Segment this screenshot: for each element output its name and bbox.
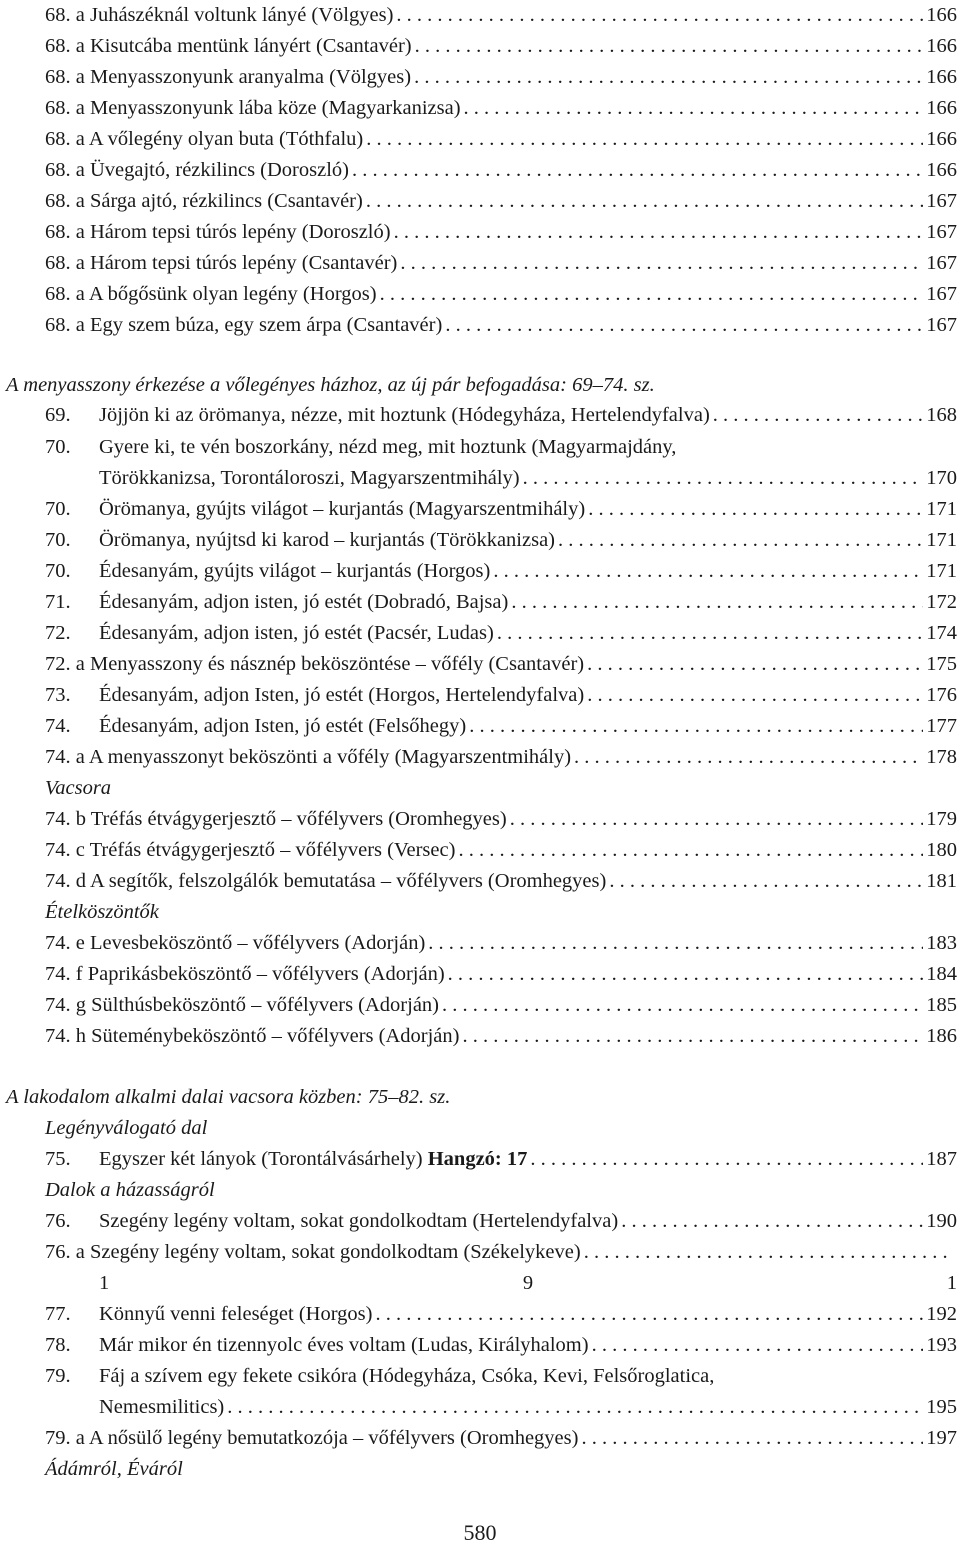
toc-entry <box>45 649 957 679</box>
entry-page: 183 <box>926 932 957 954</box>
entry-title: a Kisutcába mentünk lányért (Csantavér) <box>75 35 412 57</box>
entry-page: 174 <box>926 622 957 644</box>
dot-leader <box>400 248 923 278</box>
entry-page: 195 <box>926 1396 957 1418</box>
toc-entry <box>45 155 957 185</box>
dot-leader <box>588 494 923 524</box>
entry-page: 181 <box>926 870 957 892</box>
entry-number: 76. <box>45 1210 71 1232</box>
entry-page: 170 <box>926 467 957 489</box>
entry-page: 180 <box>926 839 957 861</box>
entry-title: Már mikor én tizennyolc éves voltam (Ludas, Királyhalom) <box>99 1334 589 1356</box>
toc-entry-line1 <box>45 1361 957 1391</box>
entry-page: 197 <box>926 1427 957 1449</box>
entry-title: b Tréfás étvágygerjesztő – vőfélyvers (Oromhegyes) <box>75 808 507 830</box>
toc-entry <box>45 217 957 247</box>
dot-leader <box>584 1237 954 1267</box>
entry-title: a A vőlegény olyan buta (Tóthfalu) <box>75 128 364 150</box>
dot-leader <box>587 680 923 710</box>
entry-number: 68. <box>45 4 71 26</box>
entry-number: 74. <box>45 839 71 861</box>
toc-entry <box>99 1392 957 1422</box>
entry-number: 71. <box>45 591 71 613</box>
dot-leader <box>394 217 924 247</box>
toc-entry <box>45 1299 957 1329</box>
entry-title: Édesanyám, adjon isten, jó estét (Pacsér, Ludas) <box>99 622 494 644</box>
toc-entry <box>45 1330 957 1360</box>
toc-entry <box>45 525 957 555</box>
entry-title: a Juhászéknál voltunk lányé (Völgyes) <box>75 4 394 26</box>
entry-title: Könnyű venni feleséget (Horgos) <box>99 1303 373 1325</box>
entry-title: Fáj a szívem egy fekete csikóra (Hódegyháza, Csóka, Kevi, Felsőroglatica, <box>99 1365 715 1387</box>
entry-title: g Sülthúsbeköszöntő – vőfélyvers (Adorján) <box>75 994 439 1016</box>
entry-page: 175 <box>926 653 957 675</box>
entry-number: 68. <box>45 159 71 181</box>
entry-page: 167 <box>926 314 957 336</box>
entry-title: a Üvegajtó, rézkilincs (Doroszló) <box>75 159 349 181</box>
page-number: 580 <box>463 1520 497 1545</box>
dot-leader <box>558 525 923 555</box>
toc-entry <box>45 711 957 741</box>
entry-title: a Három tepsi túrós lepény (Doroszló) <box>75 221 391 243</box>
entry-number: 74. <box>45 994 71 1016</box>
entry-title: a A bőgősünk olyan legény (Horgos) <box>75 283 377 305</box>
entry-number: 68. <box>45 97 71 119</box>
toc-entry <box>45 928 957 958</box>
entry-title: a A menyasszonyt beköszönti a vőfély (Magyarszentmihály) <box>75 746 572 768</box>
entry-page: 166 <box>926 97 957 119</box>
entry-page: 166 <box>926 159 957 181</box>
entry-page: 178 <box>926 746 957 768</box>
dot-leader <box>621 1206 923 1236</box>
entry-page: 166 <box>926 35 957 57</box>
entry-title: Gyere ki, te vén boszorkány, nézd meg, mit hoztunk (Magyarmajdány, <box>99 436 677 458</box>
dot-leader <box>493 556 923 586</box>
toc-entry <box>99 463 957 493</box>
entry-page: 179 <box>926 808 957 830</box>
entry-number: 68. <box>45 66 71 88</box>
entry-page: 190 <box>926 1210 957 1232</box>
subheading: Vacsora <box>45 777 112 799</box>
dot-leader <box>380 279 924 309</box>
entry-title-cont: Nemesmilitics) <box>99 1396 225 1418</box>
dot-leader <box>458 835 923 865</box>
dot-leader <box>587 649 923 679</box>
entry-page: 192 <box>926 1303 957 1325</box>
entry-title-cont: Törökkanizsa, Torontáloroszi, Magyarszentmihály) <box>99 467 520 489</box>
toc-entry <box>45 587 957 617</box>
dot-leader <box>366 124 923 154</box>
entry-title: Szegény legény voltam, sokat gondolkodtam (Hertelendyfalva) <box>99 1210 619 1232</box>
entry-number: 73. <box>45 684 71 706</box>
toc-entry <box>45 279 957 309</box>
audio-reference: Hangzó: 17 <box>427 1148 528 1170</box>
entry-page: 171 <box>926 560 957 582</box>
toc-entry <box>45 31 957 61</box>
entry-number: 70. <box>45 560 71 582</box>
subheading: Ádámról, Éváról <box>45 1458 183 1480</box>
entry-title: d A segítők, felszolgálók bemutatása – vőfélyvers (Oromhegyes) <box>75 870 607 892</box>
entry-page: 167 <box>926 190 957 212</box>
entry-title: a A nősülő legény bemutatkozója – vőfélyvers (Oromhegyes) <box>75 1427 579 1449</box>
dot-leader <box>428 928 923 958</box>
entry-number: 72. <box>45 653 71 675</box>
toc-entry-line1 <box>45 432 957 462</box>
subheading: Legényválogató dal <box>45 1117 208 1139</box>
entry-title: h Süteménybeköszöntő – vőfélyvers (Adorján) <box>75 1025 460 1047</box>
entry-number: 76. <box>45 1241 71 1263</box>
entry-title: a Szegény legény voltam, sokat gondolkodtam (Székelykeve) <box>75 1241 581 1263</box>
entry-number: 77. <box>45 1303 71 1325</box>
toc-entry <box>45 804 957 834</box>
section-heading: A lakodalom alkalmi dalai vacsora közben: 75–82. sz. <box>6 1086 451 1108</box>
dot-leader <box>530 1144 923 1174</box>
toc-entry <box>45 0 957 30</box>
entry-page: 185 <box>926 994 957 1016</box>
section-heading: A menyasszony érkezése a vőlegényes házhoz, az új pár befogadása: 69–74. sz. <box>6 374 655 396</box>
entry-number: 68. <box>45 221 71 243</box>
entry-number: 74. <box>45 808 71 830</box>
dot-leader <box>510 804 924 834</box>
split-page-number <box>99 1268 957 1298</box>
dot-leader <box>713 400 923 430</box>
entry-number: 79. <box>45 1365 71 1387</box>
entry-title: Örömanya, nyújtsd ki karod – kurjantás (Törökkanizsa) <box>99 529 556 551</box>
entry-title: a Sárga ajtó, rézkilincs (Csantavér) <box>75 190 363 212</box>
entry-number: 74. <box>45 746 71 768</box>
entry-page: 167 <box>926 252 957 274</box>
entry-page: 167 <box>926 283 957 305</box>
split-digit: 1 <box>946 1272 957 1294</box>
toc-entry <box>45 1021 957 1051</box>
entry-title: Jöjjön ki az örömanya, nézze, mit hoztunk (Hódegyháza, Hertelendyfalva) <box>99 404 710 426</box>
entry-page: 176 <box>926 684 957 706</box>
toc-entry <box>45 1144 957 1174</box>
entry-number: 72. <box>45 622 71 644</box>
entry-number: 70. <box>45 529 71 551</box>
dot-leader <box>581 1423 923 1453</box>
dot-leader <box>227 1392 923 1422</box>
dot-leader <box>366 186 923 216</box>
toc-entry <box>45 494 957 524</box>
entry-number: 68. <box>45 252 71 274</box>
entry-page: 184 <box>926 963 957 985</box>
dot-leader <box>592 1330 924 1360</box>
toc-entry <box>45 248 957 278</box>
entry-title: Édesanyám, adjon isten, jó estét (Dobradó, Bajsa) <box>99 591 509 613</box>
split-digit: 1 <box>99 1272 110 1294</box>
split-digit: 9 <box>522 1272 534 1294</box>
toc-entry <box>45 618 957 648</box>
entry-page: 166 <box>926 66 957 88</box>
dot-leader <box>469 711 923 741</box>
entry-title: Örömanya, gyújts világot – kurjantás (Magyarszentmihály) <box>99 498 586 520</box>
entry-title: Édesanyám, gyújts világot – kurjantás (Horgos) <box>99 560 491 582</box>
toc-entry <box>45 1206 957 1236</box>
entry-title: e Levesbeköszöntő – vőfélyvers (Adorján) <box>75 932 426 954</box>
toc-entry <box>45 400 957 430</box>
dot-leader <box>448 959 924 989</box>
entry-title: c Tréfás étvágygerjesztő – vőfélyvers (Versec) <box>75 839 456 861</box>
dot-leader <box>511 587 923 617</box>
entry-number: 74. <box>45 963 71 985</box>
entry-number: 68. <box>45 128 71 150</box>
toc-entry <box>45 124 957 154</box>
entry-number: 68. <box>45 190 71 212</box>
entry-title: Édesanyám, adjon Isten, jó estét (Horgos, Hertelendyfalva) <box>99 684 585 706</box>
toc-entry <box>45 1423 957 1453</box>
dot-leader <box>497 618 923 648</box>
entry-number: 70. <box>45 436 71 458</box>
toc-entry <box>45 680 957 710</box>
dot-leader <box>375 1299 923 1329</box>
entry-number: 69. <box>45 404 71 426</box>
entry-page: 193 <box>926 1334 957 1356</box>
entry-page: 168 <box>926 404 957 426</box>
entry-number: 68. <box>45 283 71 305</box>
entry-number: 74. <box>45 870 71 892</box>
entry-number: 68. <box>45 35 71 57</box>
entry-page: 172 <box>926 591 957 613</box>
entry-number: 74. <box>45 715 71 737</box>
entry-page: 166 <box>926 4 957 26</box>
toc-entry <box>45 990 957 1020</box>
entry-title: a Menyasszony és násznép beköszöntése – vőfély (Csantavér) <box>75 653 585 675</box>
subheading: Ételköszöntők <box>45 901 159 923</box>
toc-entry <box>45 742 957 772</box>
entry-number: 70. <box>45 498 71 520</box>
dot-leader <box>464 93 924 123</box>
entry-title: a Egy szem búza, egy szem árpa (Csantavér) <box>75 314 443 336</box>
entry-title: Édesanyám, adjon Isten, jó estét (Felsőhegy) <box>99 715 467 737</box>
entry-title: f Paprikásbeköszöntő – vőfélyvers (Adorján) <box>75 963 445 985</box>
dot-leader <box>442 990 923 1020</box>
toc-entry <box>45 835 957 865</box>
dot-leader <box>396 0 923 30</box>
dot-leader <box>609 866 923 896</box>
toc-entry <box>45 959 957 989</box>
entry-page: 171 <box>926 498 957 520</box>
toc-entry <box>45 186 957 216</box>
dot-leader <box>445 310 923 340</box>
dot-leader <box>523 463 924 493</box>
toc-entry <box>45 93 957 123</box>
dot-leader <box>352 155 923 185</box>
entry-number: 68. <box>45 314 71 336</box>
toc-entry <box>45 866 957 896</box>
dot-leader <box>415 31 924 61</box>
entry-page: 177 <box>926 715 957 737</box>
entry-number: 78. <box>45 1334 71 1356</box>
entry-page: 171 <box>926 529 957 551</box>
entry-number: 79. <box>45 1427 71 1449</box>
entry-page: 187 <box>926 1148 957 1170</box>
entry-page: 186 <box>926 1025 957 1047</box>
entry-title: a Menyasszonyunk aranyalma (Völgyes) <box>75 66 412 88</box>
entry-number: 74. <box>45 1025 71 1047</box>
entry-title: Egyszer két lányok (Torontálvásárhely) <box>99 1148 428 1170</box>
toc-entry <box>45 556 957 586</box>
entry-title: a Menyasszonyunk lába köze (Magyarkanizsa) <box>75 97 461 119</box>
dot-leader <box>574 742 923 772</box>
entry-number: 75. <box>45 1148 71 1170</box>
entry-page: 166 <box>926 128 957 150</box>
dot-leader <box>414 62 923 92</box>
toc-entry <box>45 310 957 340</box>
toc-entry <box>45 62 957 92</box>
dot-leader <box>462 1021 923 1051</box>
toc-entry <box>45 1237 957 1267</box>
subheading: Dalok a házasságról <box>45 1179 215 1201</box>
entry-title: a Három tepsi túrós lepény (Csantavér) <box>75 252 398 274</box>
entry-number: 74. <box>45 932 71 954</box>
entry-page: 167 <box>926 221 957 243</box>
